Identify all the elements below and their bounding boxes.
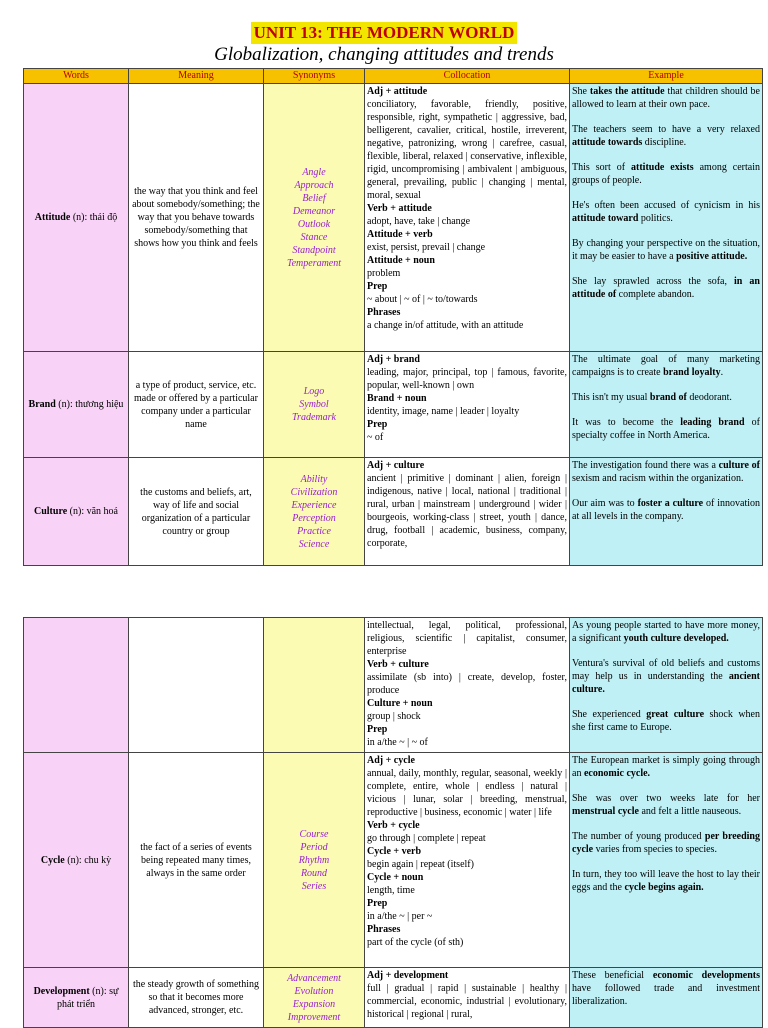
collocation-cell — [365, 753, 570, 968]
word-cell — [24, 84, 129, 352]
word-cell — [24, 968, 129, 1028]
synonym-item: Perception — [292, 512, 336, 524]
table-row — [24, 458, 763, 566]
example-keyword: ancient culture. — [572, 671, 760, 695]
synonyms-cell — [264, 84, 365, 352]
example-keyword: brand loyalty — [663, 367, 721, 378]
synonym-item: Temperament — [286, 257, 342, 269]
table-row — [24, 618, 763, 753]
example-keyword: per breeding cycle — [572, 831, 760, 855]
synonym-item: Course — [299, 828, 329, 840]
synonym-item: Outlook — [297, 218, 331, 230]
table-row — [24, 753, 763, 968]
unit-title: UNIT 13: THE MODERN WORLD — [251, 22, 518, 44]
example-keyword: brand of — [649, 392, 687, 403]
collocation-list: begin again | repeat (itself) — [367, 859, 474, 870]
word-cell — [24, 618, 129, 753]
synonym-item: Ability — [300, 473, 328, 485]
word-definition-label: (n): thái độ — [70, 212, 118, 223]
collocation-heading: Adj + development — [367, 970, 449, 981]
example-sentence: She takes the attitude that children should be allowed to learn at their own pace. — [572, 86, 760, 110]
collocation-list: go through | complete | repeat — [367, 833, 486, 844]
word-cell — [24, 753, 129, 968]
meaning-cell: the customs and beliefs, art, way of life and social organization of a particular country or group — [129, 458, 264, 566]
table-row — [24, 968, 763, 1028]
synonym-item: Trademark — [292, 412, 336, 423]
synonym-item: Stance — [300, 231, 328, 243]
collocation-list: intellectual, legal, political, professional, religious, scientific | capitalist, consumer, enterprise — [367, 620, 567, 657]
synonym-item: Rhythm — [298, 854, 330, 866]
word-term: Culture — [34, 506, 68, 517]
collocation-heading: Brand + noun — [367, 393, 427, 404]
page-subtitle: Globalization, changing attitudes and trends — [214, 44, 554, 65]
collocation-list: identity, image, name | leader | loyalty — [367, 406, 520, 417]
synonym-item: Experience — [291, 499, 337, 511]
collocation-heading: Phrases — [367, 307, 401, 318]
example-keyword: leading brand — [680, 417, 745, 428]
word-definition-label: (n): văn hoá — [67, 506, 118, 517]
collocation-heading: Verb + culture — [367, 659, 429, 670]
example-keyword: foster a culture — [637, 498, 704, 509]
example-sentence: Our aim was to foster a culture of innovation at all levels in the company. — [572, 498, 760, 522]
meaning-cell: the fact of a series of events being repeated many times, always in the same order — [129, 753, 264, 968]
word-cell — [24, 352, 129, 458]
collocation-heading: Phrases — [367, 924, 401, 935]
synonym-item: Science — [298, 538, 330, 550]
header-collocation: Collocation — [365, 69, 570, 84]
meaning-cell — [129, 618, 264, 753]
example-sentence: As young people started to have more money, a significant youth culture developed. — [572, 620, 760, 644]
collocation-cell — [365, 968, 570, 1028]
meaning-cell: the way that you think and feel about somebody/something; the way that you behave towards somebody/something that shows how you think and feels — [129, 84, 264, 352]
collocation-heading: Prep — [367, 724, 388, 735]
collocation-heading: Attitude + verb — [367, 229, 433, 240]
collocation-list: conciliatory, favorable, friendly, positive, responsible, right, sympathetic | aggressive, bad, belligerent, cavalier, critical, hostile, irreverent, negative, patronizing, wrong | carefree, casual, flexible, liberal, relaxed | conservative, inflexible, rigid, uncompromising | ambivalent | ambiguous, general, prevailing, public | changing | mental, moral, sexual — [367, 99, 567, 201]
meaning-cell: a type of product, service, etc. made or offered by a particular company under a particular name — [129, 352, 264, 458]
collocation-list: a change in/of attitude, with an attitude — [367, 320, 524, 331]
word-definition-label: (n): thương hiệu — [55, 399, 124, 410]
collocation-heading: Prep — [367, 898, 388, 909]
collocation-cell — [365, 458, 570, 566]
vocab-table-page2 — [23, 617, 763, 1028]
collocation-heading: Adj + cycle — [367, 755, 415, 766]
synonyms-cell — [264, 618, 365, 753]
table-body-page2 — [24, 618, 763, 1028]
vocab-table-page1 — [23, 68, 763, 566]
synonyms-cell — [264, 458, 365, 566]
example-sentence: In turn, they too will leave the host to lay their eggs and the cycle begins again. — [572, 869, 760, 893]
synonym-item: Practice — [297, 525, 331, 537]
collocation-heading: Adj + culture — [367, 460, 425, 471]
synonym-item: Civilization — [290, 486, 338, 498]
collocation-list: problem — [367, 268, 401, 279]
example-sentence: The ultimate goal of many marketing campaigns is to create brand loyalty. — [572, 354, 760, 378]
word-term: Development — [33, 985, 90, 997]
example-cell — [570, 753, 763, 968]
example-sentence: She lay sprawled across the sofa, in an attitude of complete abandon. — [572, 276, 760, 300]
collocation-list: exist, persist, prevail | change — [367, 242, 486, 253]
example-sentence: Ventura's survival of old beliefs and customs may help us in understanding the ancient culture. — [572, 658, 760, 695]
example-keyword: positive attitude. — [676, 251, 748, 262]
table-header-row — [24, 69, 763, 84]
example-keyword: attitude towards — [572, 137, 643, 148]
example-sentence: The European market is simply going through an economic cycle. — [572, 755, 760, 779]
example-sentence: The investigation found there was a culture of sexism and racism within the organization. — [572, 460, 761, 484]
example-sentence: She experienced great culture shock when she first came to Europe. — [572, 709, 760, 733]
synonym-item: Improvement — [287, 1011, 341, 1023]
collocation-list: ~ of — [367, 432, 384, 443]
example-sentence: It was to become the leading brand of specialty coffee in North America. — [572, 417, 760, 441]
example-keyword: culture of — [718, 460, 761, 471]
header-synonyms: Synonyms — [264, 69, 365, 84]
synonym-item: Expansion — [292, 998, 336, 1010]
header-words: Words — [24, 69, 129, 84]
table-row — [24, 84, 763, 352]
collocation-list: ~ about | ~ of | ~ to/towards — [367, 294, 478, 305]
collocation-heading: Cycle + verb — [367, 846, 422, 857]
collocation-list: annual, daily, monthly, regular, seasonal, weekly | complete, entire, whole | endless | natural | vicious | lunar, solar | breeding, menstrual, reproductive | business, economic | water | life — [367, 768, 567, 818]
collocation-heading: Adj + brand — [367, 354, 420, 365]
synonym-item: Symbol — [299, 399, 329, 410]
collocation-list: group | shock — [367, 711, 421, 722]
collocation-list: ancient | primitive | dominant | alien, foreign | indigenous, native | local, national | traditional | rural, urban | mainstream | underground | wider | bourgeois, working-class | street, youth | dance, drug, football | academic, business, company, corporate, — [367, 473, 567, 549]
example-keyword: economic developments — [652, 970, 760, 981]
collocation-list: part of the cycle (of sth) — [367, 937, 464, 948]
synonyms-cell — [264, 753, 365, 968]
table-body-page1 — [24, 84, 763, 566]
example-cell — [570, 458, 763, 566]
example-keyword: attitude toward — [572, 213, 639, 224]
example-cell — [570, 618, 763, 753]
collocation-cell — [365, 84, 570, 352]
example-sentence: The teachers seem to have a very relaxed attitude towards discipline. — [572, 124, 760, 148]
collocation-list: in a/the ~ | per ~ — [367, 911, 433, 922]
word-definition-label: (n): chu kỳ — [64, 854, 112, 866]
example-cell — [570, 84, 763, 352]
table-row — [24, 352, 763, 458]
collocation-list: assimilate (sb into) | create, develop, foster, produce — [367, 672, 567, 696]
synonym-item: Period — [300, 841, 328, 853]
collocation-list: in a/the ~ | ~ of — [367, 737, 428, 748]
synonym-item: Advancement — [287, 972, 341, 984]
synonym-item: Standpoint — [292, 244, 336, 256]
collocation-heading: Verb + cycle — [367, 820, 420, 831]
collocation-list: leading, major, principal, top | famous, favorite, popular, well-known | own — [367, 367, 567, 391]
example-sentence: These beneficial economic developments have followed trade and investment liberalization. — [572, 970, 760, 1007]
example-sentence: She was over two weeks late for her menstrual cycle and felt a little nauseous. — [572, 793, 760, 817]
collocation-heading: Cycle + noun — [367, 872, 424, 883]
example-sentence: This isn't my usual brand of deodorant. — [572, 392, 732, 403]
title-wrap — [0, 22, 768, 44]
example-cell — [570, 968, 763, 1028]
example-sentence: By changing your perspective on the situation, it may be easier to have a positive attitude. — [572, 238, 760, 262]
word-definition-label: (n): sự phát triển — [56, 985, 119, 1010]
synonym-item: Demeanor — [292, 205, 336, 217]
example-keyword: menstrual cycle — [572, 806, 639, 817]
example-keyword: great culture — [646, 709, 705, 720]
word-cell — [24, 458, 129, 566]
collocation-cell — [365, 352, 570, 458]
synonyms-cell — [264, 968, 365, 1028]
example-keyword: in an attitude of — [572, 276, 760, 300]
synonym-item: Round — [300, 867, 328, 879]
header-example: Example — [570, 69, 763, 84]
word-term: Attitude — [34, 212, 71, 223]
example-cell — [570, 352, 763, 458]
header-meaning: Meaning — [129, 69, 264, 84]
collocation-heading: Prep — [367, 419, 388, 430]
collocation-heading: Attitude + noun — [367, 255, 435, 266]
collocation-list: length, time — [367, 885, 415, 896]
meaning-cell: the steady growth of something so that it becomes more advanced, stronger, etc. — [129, 968, 264, 1028]
synonym-item: Approach — [294, 179, 334, 191]
example-keyword: takes the attitude — [589, 86, 665, 97]
example-keyword: cycle begins again. — [624, 882, 704, 893]
example-sentence: This sort of attitude exists among certain groups of people. — [572, 162, 761, 186]
example-sentence: He's often been accused of cynicism in his attitude toward politics. — [572, 200, 760, 224]
example-keyword: attitude exists — [631, 162, 694, 173]
synonym-item: Evolution — [294, 985, 334, 997]
synonym-item: Angle — [302, 166, 326, 178]
collocation-heading: Adj + attitude — [367, 86, 428, 97]
collocation-cell — [365, 618, 570, 753]
synonym-item: Logo — [303, 386, 325, 397]
example-keyword: economic cycle. — [583, 768, 651, 779]
word-term: Cycle — [40, 854, 65, 866]
collocation-list: adopt, have, take | change — [367, 216, 471, 227]
example-sentence: The number of young produced per breeding cycle varies from species to species. — [572, 831, 760, 855]
synonyms-cell — [264, 352, 365, 458]
collocation-heading: Culture + noun — [367, 698, 433, 709]
collocation-list: full | gradual | rapid | sustainable | healthy | commercial, economic, industrial | evolutionary, historical | regional | rural, — [367, 983, 567, 1020]
synonym-item: Belief — [302, 192, 326, 204]
word-term: Brand — [28, 399, 56, 410]
synonym-item: Series — [301, 880, 327, 892]
example-keyword: youth culture developed. — [623, 633, 729, 644]
collocation-heading: Verb + attitude — [367, 203, 432, 214]
collocation-heading: Prep — [367, 281, 388, 292]
